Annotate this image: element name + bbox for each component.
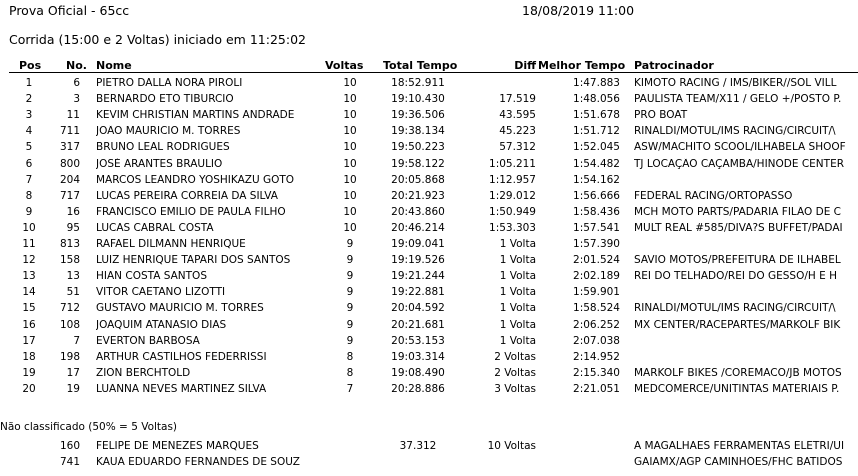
cell-diff: 2 Voltas <box>494 366 536 379</box>
cell-best: 1:51.712 <box>573 125 620 138</box>
cell-diff: 10 Voltas <box>487 440 536 452</box>
cell-total: 20:46.214 <box>391 221 445 234</box>
col-best-header: Melhor Tempo <box>538 59 626 72</box>
race-datetime: 18/08/2019 11:00 <box>522 3 635 18</box>
cell-no: 317 <box>59 141 80 154</box>
cell-laps: 8 <box>346 350 354 363</box>
cell-total: 18:52.911 <box>391 77 445 89</box>
cell-best: 1:58.524 <box>573 302 620 315</box>
cell-pos: 1 <box>25 77 33 89</box>
cell-total: 20:28.886 <box>391 382 445 395</box>
cell-sponsor: GAIAMX/AGP CAMINHÕES/FHC BATIDOS <box>634 456 843 468</box>
cell-no: 158 <box>59 254 80 267</box>
cell-sponsor: KIMOTO RACING / IMS/BIKER//SOL VILL <box>634 77 837 89</box>
cell-diff: 1:12.957 <box>489 173 536 186</box>
cell-pos: 8 <box>25 189 33 202</box>
cell-best: 2:21.051 <box>573 382 620 395</box>
cell-diff: 1 Volta <box>499 302 536 315</box>
cell-name: GUSTAVO MAURICIO M. TORRES <box>96 302 264 315</box>
cell-no: 204 <box>59 173 80 186</box>
cell-best: 2:07.038 <box>573 334 620 347</box>
cell-no: 51 <box>66 286 80 299</box>
cell-diff: 1 Volta <box>499 286 536 299</box>
cell-diff: 2 Voltas <box>494 350 536 363</box>
cell-no: 108 <box>59 318 80 331</box>
cell-name: FELIPE DE MENEZES MARQUES <box>96 440 259 452</box>
cell-total: 19:38.134 <box>391 125 445 138</box>
cell-name: KAUÃ EDUARDO FERNANDES DE SOUZ <box>96 456 300 468</box>
cell-total: 20:21.923 <box>391 189 445 202</box>
cell-diff: 3 Voltas <box>494 382 536 395</box>
col-no-header: No. <box>66 59 87 72</box>
cell-laps: 10 <box>343 189 357 202</box>
col-name-header: Nome <box>96 59 132 72</box>
cell-name: LUCAS PEREIRA CORREIA DA SILVA <box>96 189 278 202</box>
cell-total: 19:03.314 <box>391 350 445 363</box>
cell-laps: 9 <box>346 334 354 347</box>
cell-no: 813 <box>59 238 80 250</box>
col-diff-header: Diff <box>514 59 536 72</box>
cell-name: HIAN COSTA SANTOS <box>96 270 207 283</box>
cell-sponsor: REI DO TELHADO/REI DO GESSO/H E H <box>634 270 837 283</box>
cell-sponsor: MULT REAL #585/DIVA?S BUFFET/PADAI <box>634 221 843 234</box>
cell-laps: 9 <box>346 318 354 331</box>
cell-pos: 14 <box>22 286 36 299</box>
cell-total: 19:09.041 <box>391 238 445 250</box>
cell-diff: 43.595 <box>499 109 536 122</box>
cell-no: 711 <box>59 125 80 138</box>
cell-pos: 18 <box>22 350 36 363</box>
cell-name: RAFAEL DILMANN HENRIQUE <box>96 238 246 250</box>
cell-diff: 1:50.949 <box>489 205 536 218</box>
cell-sponsor: PAULISTA TEAM/X11 / GELO +/POSTO P. <box>634 93 842 106</box>
cell-best: 1:59.901 <box>573 286 620 299</box>
cell-pos: 4 <box>25 125 33 138</box>
cell-best: 1:47.883 <box>573 77 620 89</box>
cell-pos: 3 <box>25 109 33 122</box>
cell-total: 20:04.592 <box>391 302 445 315</box>
cell-name: JOAQUIM ATANASIO DIAS <box>96 318 227 331</box>
cell-best: 2:14.952 <box>573 350 620 363</box>
cell-sponsor: MARKOLF BIKES /COREMACO/JB MOTOS <box>634 366 842 379</box>
cell-laps: 9 <box>346 254 354 267</box>
cell-sponsor: RINALDI/MOTUL/IMS RACING/CIRCUIT/\ <box>634 302 836 315</box>
cell-laps: 7 <box>346 382 354 395</box>
cell-best: 1:48.056 <box>573 93 620 106</box>
cell-total: 19:50.223 <box>391 141 445 154</box>
cell-laps: 10 <box>343 125 357 138</box>
cell-no: 800 <box>59 157 80 170</box>
cell-no: 198 <box>59 350 80 363</box>
cell-laps: 10 <box>343 205 357 218</box>
col-pos-header: Pos <box>19 59 42 72</box>
cell-no: 712 <box>59 302 80 315</box>
cell-name: KEVIM CHRISTIAN MARTINS ANDRADE <box>96 109 295 122</box>
cell-name: ARTHUR CASTILHOS FEDERRISSI <box>96 350 267 363</box>
cell-sponsor: TJ LOCAÇÃO CAÇAMBA/HINODE CENTER <box>634 157 845 170</box>
cell-no: 741 <box>59 456 80 468</box>
cell-laps: 9 <box>346 302 354 315</box>
cell-sponsor: MX CENTER/RACEPARTES/MARKOLF BIK <box>634 318 841 331</box>
cell-best: 1:57.390 <box>573 238 620 250</box>
cell-name: JOÃO MAURICIO M. TORRES <box>96 125 241 138</box>
cell-sponsor: ASW/MACHITO SCOOL/ILHABELA SHOOF <box>634 141 846 154</box>
cell-total: 20:43.860 <box>391 205 445 218</box>
cell-diff: 45.223 <box>499 125 536 138</box>
cell-pos: 5 <box>25 141 33 154</box>
cell-best: 1:54.162 <box>573 173 620 186</box>
cell-sponsor: FEDERAL RACING/ORTOPASSO <box>634 189 793 202</box>
col-laps-header: Voltas <box>325 59 364 72</box>
cell-diff: 57.312 <box>499 141 536 154</box>
cell-sponsor: PRO BOAT <box>634 109 688 122</box>
cell-laps: 8 <box>346 366 354 379</box>
cell-total: 19:19.526 <box>391 254 445 267</box>
cell-best: 2:06.252 <box>573 318 620 331</box>
cell-pos: 2 <box>25 93 33 106</box>
col-sponsor-header: Patrocinador <box>634 59 714 72</box>
cell-pos: 13 <box>22 270 36 283</box>
cell-name: MARCOS LEANDRO YOSHIKAZU GOTO <box>96 173 295 186</box>
cell-best: 2:15.340 <box>573 366 620 379</box>
cell-pos: 20 <box>22 382 36 395</box>
cell-laps: 9 <box>346 270 354 283</box>
cell-total: 19:58.122 <box>391 157 445 170</box>
cell-pos: 6 <box>25 157 33 170</box>
cell-laps: 10 <box>343 221 357 234</box>
cell-total: 19:08.490 <box>391 366 445 379</box>
race-subtitle: Corrida (15:00 e 2 Voltas) iniciado em 11:25:02 <box>9 32 306 47</box>
cell-best: 1:58.436 <box>573 205 620 218</box>
cell-best: 2:01.524 <box>573 254 620 267</box>
cell-pos: 17 <box>22 334 36 347</box>
cell-diff: 1:05.211 <box>489 157 536 170</box>
cell-pos: 11 <box>22 238 36 250</box>
cell-name: LUANNA NEVES MARTINEZ SILVA <box>96 382 267 395</box>
cell-diff: 1:53.303 <box>489 221 536 234</box>
header-divider <box>9 72 858 73</box>
cell-sponsor: RINALDI/MOTUL/IMS RACING/CIRCUIT/\ <box>634 125 836 138</box>
cell-diff: 1 Volta <box>499 238 536 250</box>
cell-pos: 10 <box>22 221 36 234</box>
cell-laps: 10 <box>343 141 357 154</box>
cell-name: BERNARDO ETO TIBURCIO <box>96 93 234 106</box>
cell-best: 1:57.541 <box>573 221 620 234</box>
cell-no: 17 <box>66 366 80 379</box>
cell-total: 19:21.244 <box>391 270 445 283</box>
cell-sponsor: SAVIO MOTOS/PREFEITURA DE ILHABEL <box>634 254 841 267</box>
race-title: Prova Oficial - 65cc <box>9 3 130 18</box>
cell-best: 1:56.666 <box>573 189 620 202</box>
cell-no: 95 <box>66 221 80 234</box>
cell-laps: 10 <box>343 109 357 122</box>
cell-diff: 1 Volta <box>499 270 536 283</box>
cell-best: 1:51.678 <box>573 109 620 122</box>
cell-best: 1:54.482 <box>573 157 620 170</box>
cell-no: 3 <box>73 93 80 106</box>
cell-name: PIETRO DALLA NORA PIROLI <box>96 77 243 89</box>
cell-pos: 16 <box>22 318 36 331</box>
cell-no: 11 <box>66 109 80 122</box>
cell-pos: 9 <box>25 205 33 218</box>
cell-no: 160 <box>59 440 80 452</box>
cell-total: 20:53.153 <box>391 334 445 347</box>
cell-diff: 17.519 <box>499 93 536 106</box>
cell-laps: 10 <box>343 93 357 106</box>
cell-name: FRANCISCO EMILIO DE PAULA FILHO <box>96 205 286 218</box>
cell-pos: 7 <box>25 173 33 186</box>
cell-laps: 10 <box>343 173 357 186</box>
cell-sponsor: MCH MOTO PARTS/PADARIA FILÃO DE C <box>634 205 842 218</box>
col-total-header: Total Tempo <box>383 59 458 72</box>
cell-total: 19:36.506 <box>391 109 445 122</box>
cell-pos: 19 <box>22 366 36 379</box>
cell-total: 37.312 <box>399 440 437 452</box>
cell-name: ZION BERCHTOLD <box>96 366 191 379</box>
cell-diff: 1 Volta <box>499 254 536 267</box>
cell-name: EVERTON BARBOSA <box>96 334 200 347</box>
cell-no: 7 <box>73 334 80 347</box>
cell-total: 19:22.881 <box>391 286 445 299</box>
cell-name: LUIZ HENRIQUE TAPARI DOS SANTOS <box>96 254 291 267</box>
cell-no: 6 <box>73 77 80 89</box>
cell-name: VITOR CAETANO LIZOTTI <box>96 286 226 299</box>
cell-laps: 9 <box>346 286 354 299</box>
cell-no: 16 <box>66 205 80 218</box>
cell-name: JOSÉ ARANTES BRAULIO <box>96 157 223 170</box>
cell-pos: 15 <box>22 302 36 315</box>
cell-name: BRUNO LEAL RODRIGUES <box>96 141 230 154</box>
cell-best: 1:52.045 <box>573 141 620 154</box>
cell-total: 20:21.681 <box>391 318 445 331</box>
cell-pos: 12 <box>22 254 36 267</box>
cell-total: 19:10.430 <box>391 93 445 106</box>
cell-diff: 1:29.012 <box>489 189 536 202</box>
not-classified-label: Não classificado (50% = 5 Voltas) <box>0 421 178 433</box>
cell-total: 20:05.868 <box>391 173 445 186</box>
cell-laps: 10 <box>343 157 357 170</box>
cell-best: 2:02.189 <box>573 270 620 283</box>
cell-diff: 1 Volta <box>499 318 536 331</box>
cell-diff: 1 Volta <box>499 334 536 347</box>
cell-sponsor: A MAGALHAES FERRAMENTAS ELETRI/UI <box>634 440 845 452</box>
cell-sponsor: MEDCOMERCE/UNITINTAS MATERIAIS P. <box>634 382 840 395</box>
cell-name: LUCAS CABRAL COSTA <box>96 221 214 234</box>
cell-laps: 10 <box>343 77 357 89</box>
cell-no: 19 <box>66 382 80 395</box>
cell-no: 13 <box>66 270 80 283</box>
cell-laps: 9 <box>346 238 354 250</box>
cell-no: 717 <box>59 189 80 202</box>
